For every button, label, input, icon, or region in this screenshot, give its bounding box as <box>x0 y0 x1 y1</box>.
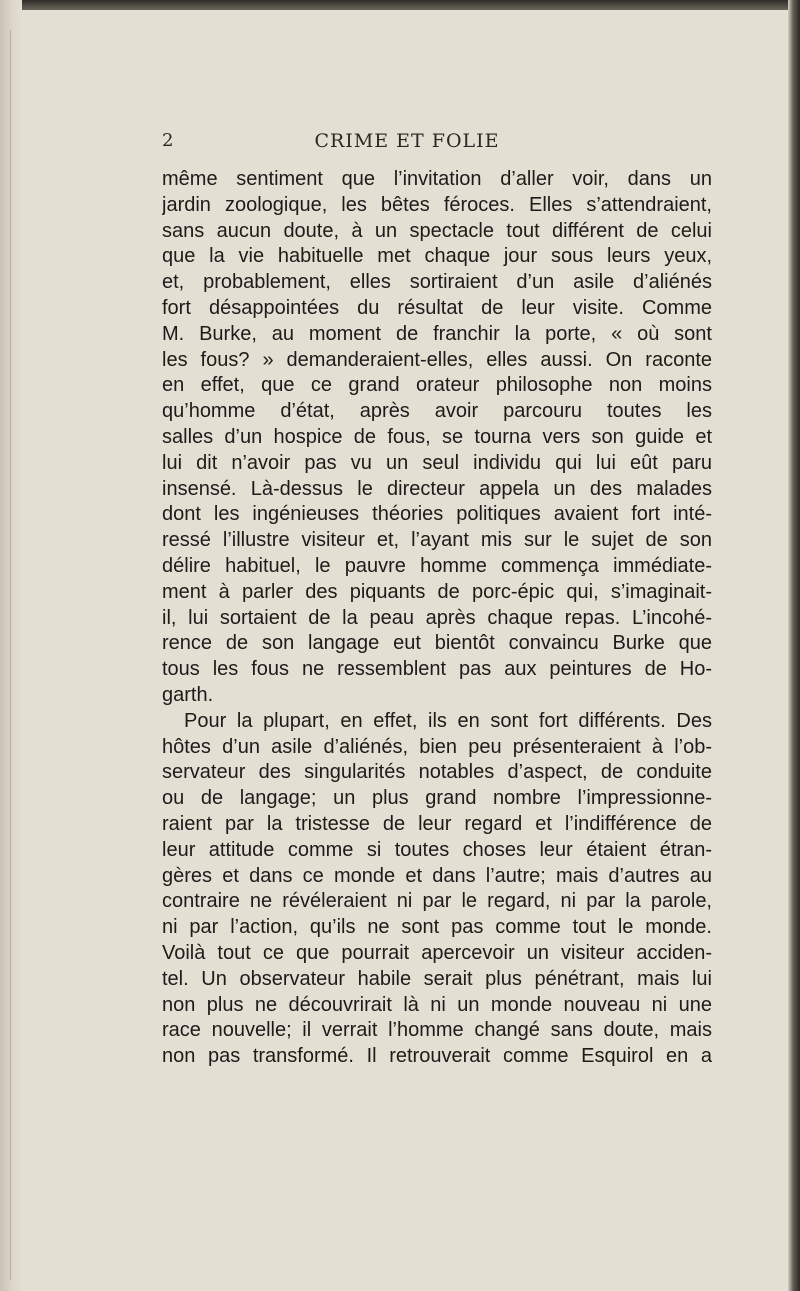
text-line: jardin zoologique, les bêtes féroces. Elles s’attendraient, <box>162 193 712 216</box>
scan-left-margin <box>0 0 22 1291</box>
text-line: tous les fous ne ressemblent pas aux peintures de Ho- <box>162 658 712 681</box>
text-line: il, lui sortaient de la peau après chaque repas. L’incohé- <box>162 606 712 629</box>
text-line: lui dit n’avoir pas vu un seul individu qui lui eût paru <box>162 451 712 474</box>
text-line: garth. <box>162 683 214 706</box>
text-line: insensé. Là-dessus le directeur appela un des malades <box>162 477 712 500</box>
text-line: race nouvelle; il verrait l’homme changé sans doute, mais <box>162 1019 712 1042</box>
text-line: Pour la plupart, en effet, ils en sont fort différents. Des <box>184 709 712 732</box>
text-line: raient par la tristesse de leur regard et l’indifférence de <box>162 812 712 835</box>
text-line: qu’homme d’état, après avoir parcouru toutes les <box>162 400 712 423</box>
text-line: ni par l’action, qu’ils ne sont pas comme tout le monde. <box>162 916 712 939</box>
text-line: non plus ne découvrirait là ni un monde nouveau ni une <box>162 993 712 1016</box>
text-line: en effet, que ce grand orateur philosophe non moins <box>162 374 712 397</box>
body-text <box>162 167 712 1070</box>
text-line: M. Burke, au moment de franchir la porte, « où sont <box>162 322 712 345</box>
text-line: que la vie habituelle met chaque jour sous leurs yeux, <box>162 245 712 268</box>
text-line: fort désappointées du résultat de leur visite. Comme <box>162 296 712 319</box>
text-line: sans aucun doute, à un spectacle tout différent de celui <box>162 219 712 242</box>
page-number: 2 <box>162 130 174 151</box>
text-line: ment à parler des piquants de porc-épic qui, s’imaginait- <box>162 580 712 603</box>
text-line: contraire ne révéleraient ni par le regard, ni par la parole, <box>162 890 712 913</box>
scan-binding-line <box>10 30 11 1280</box>
running-title: CRIME ET FOLIE <box>314 130 500 152</box>
text-line: salles d’un hospice de fous, se tourna vers son guide et <box>162 425 712 448</box>
text-line: gères et dans ce monde et dans l’autre; mais d’autres au <box>162 864 712 887</box>
text-line: et, probablement, elles sortiraient d’un asile d’aliénés <box>162 271 712 294</box>
text-line: ressé l’illustre visiteur et, l’ayant mis sur le sujet de son <box>162 529 712 552</box>
text-line: leur attitude comme si toutes choses leur étaient étran- <box>162 838 712 861</box>
text-line: rence de son langage eut bientôt convaincu Burke que <box>162 632 712 655</box>
text-line: non pas transformé. Il retrouverait comme Esquirol en a <box>162 1045 712 1068</box>
text-line: hôtes d’un asile d’aliénés, bien peu présenteraient à l’ob- <box>162 735 712 758</box>
scan-top-edge <box>0 0 800 10</box>
scan-right-edge <box>788 0 800 1291</box>
text-line: délire habituel, le pauvre homme commença immédiate- <box>162 554 712 577</box>
text-line: servateur des singularités notables d’aspect, de conduite <box>162 761 712 784</box>
text-line: les fous? » demanderaient-elles, elles aussi. On raconte <box>162 348 712 371</box>
text-line: dont les ingénieuses théories politiques avaient fort inté- <box>162 503 712 526</box>
page-header <box>162 130 712 158</box>
text-line: même sentiment que l’invitation d’aller voir, dans un <box>162 168 712 190</box>
text-line: Voilà tout ce que pourrait apercevoir un visiteur acciden- <box>162 941 712 964</box>
text-line: ou de langage; un plus grand nombre l’impressionne- <box>162 787 712 810</box>
text-line: tel. Un observateur habile serait plus pénétrant, mais lui <box>162 967 712 990</box>
